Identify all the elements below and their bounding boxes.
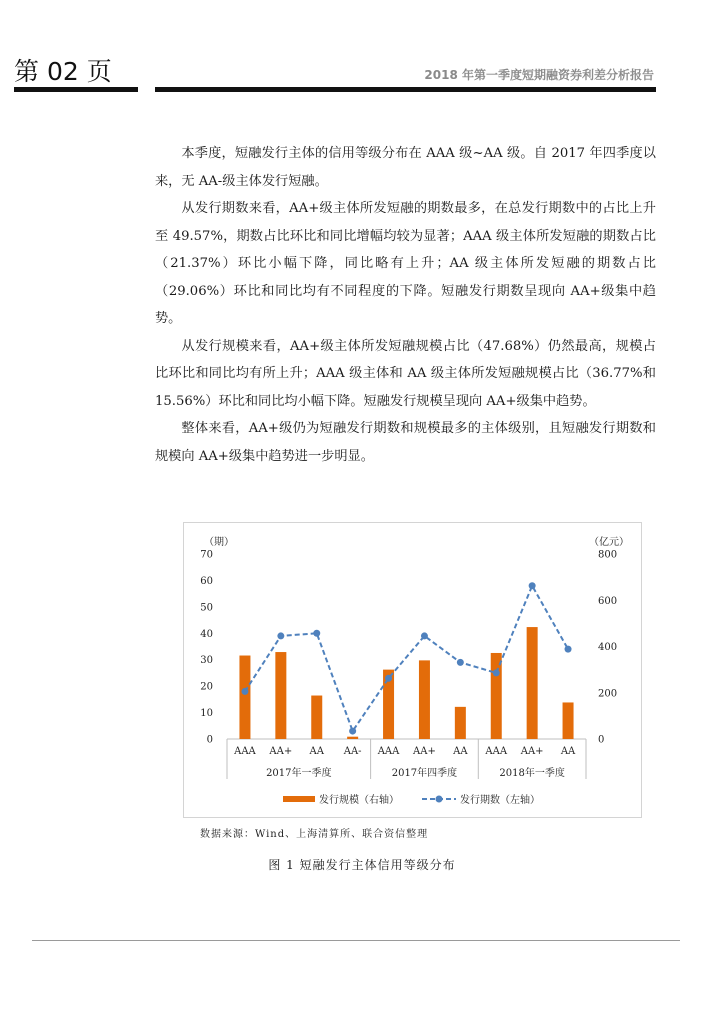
line-point [385, 675, 392, 682]
left-tick-label: 60 [200, 575, 213, 587]
line-point [493, 669, 500, 676]
footer-rule [32, 940, 680, 941]
paragraph: 从发行期数来看，AA+级主体所发短融的期数最多，在总发行期数中的占比上升至 49.57%，期数占比环比和同比增幅均较为显著；AAA 级主体所发短融的期数占比（21.37%）环比小幅下降，同比略有上升；AA 级主体所发短融的期数占比（29.06%）环比和同比均有不同程度的下降。短融发行期数呈现向 AA+级集中趋势。 [155, 201, 656, 326]
line-point [529, 582, 536, 589]
category-label: AA- [343, 746, 362, 757]
bar [491, 653, 502, 739]
paragraph: 本季度，短融发行主体的信用等级分布在 AAA 级~AA 级。自 2017 年四季度以来，无 AA-级主体发行短融。 [155, 146, 656, 189]
left-tick-label: 10 [200, 708, 213, 720]
legend-bar-label: 发行规模（右轴） [319, 795, 399, 806]
category-label: AAA [234, 746, 256, 757]
figure-caption: 图 1 短融发行主体信用等级分布 [268, 858, 456, 872]
legend-bar-swatch [283, 796, 315, 802]
left-tick-label: 30 [200, 655, 213, 667]
left-tick-label: 20 [200, 681, 213, 693]
line-point [565, 646, 572, 653]
bar [527, 627, 538, 739]
legend-line-label: 发行期数（左轴） [460, 795, 540, 806]
right-tick-label: 600 [598, 595, 618, 607]
right-tick-label: 400 [598, 642, 618, 653]
header-rule-right [155, 87, 656, 92]
bar [275, 652, 286, 739]
chart-svg [184, 523, 641, 817]
bar [239, 656, 250, 739]
page-number: 第 02 页 [14, 57, 112, 86]
paragraph: 从发行规模来看，AA+级主体所发短融规模占比（47.68%）仍然最高，规模占比环比和同比均有所上升；AAA 级主体和 AA 级主体所发短融规模占比（36.77%和 15.56%）环比和同比均小幅下降。短融发行规模呈现向 AA+级集中趋势。 [155, 338, 656, 409]
category-label: AA [309, 746, 324, 757]
category-label: AA+ [269, 746, 293, 757]
left-tick-label: 50 [200, 602, 213, 614]
category-label: AA+ [413, 746, 436, 757]
report-title: 2018 年第一季度短期融资券利差分析报告 [424, 68, 654, 82]
group-label: 2017年四季度 [391, 768, 458, 779]
left-tick-label: 0 [206, 734, 213, 746]
header-rule-left [14, 87, 138, 92]
left-tick-label: 40 [200, 628, 213, 640]
chart [183, 522, 642, 818]
line-point [457, 659, 464, 666]
line-point [277, 632, 284, 639]
right-tick-label: 800 [598, 549, 618, 561]
paragraph: 整体来看，AA+级仍为短融发行期数和规模最多的主体级别，且短融发行期数和规模向 AA+级集中趋势进一步明显。 [155, 421, 656, 464]
bar [419, 660, 430, 739]
right-axis-label: （亿元） [589, 537, 629, 548]
source-note: 数据来源：Wind、上海清算所、联合资信整理 [200, 829, 429, 840]
bar [455, 707, 466, 739]
group-label: 2017年一季度 [266, 768, 332, 779]
body-text [155, 140, 656, 470]
line-point [349, 728, 356, 735]
bar [347, 737, 358, 739]
category-label: AA [560, 746, 576, 757]
line-point [241, 688, 248, 695]
bar [563, 702, 574, 739]
legend-line-marker [436, 796, 443, 803]
bar [311, 696, 322, 739]
left-axis-label: （期） [204, 537, 234, 548]
right-tick-label: 200 [598, 688, 618, 700]
right-tick-label: 0 [598, 734, 605, 746]
category-label: AA [453, 746, 468, 757]
line-series [245, 586, 568, 731]
category-label: AAA [485, 746, 508, 757]
group-label: 2018年一季度 [499, 768, 565, 779]
category-label: AA+ [520, 746, 544, 757]
line-point [421, 632, 428, 639]
category-label: AAA [377, 746, 400, 757]
left-tick-label: 70 [200, 549, 213, 561]
line-point [313, 630, 320, 637]
